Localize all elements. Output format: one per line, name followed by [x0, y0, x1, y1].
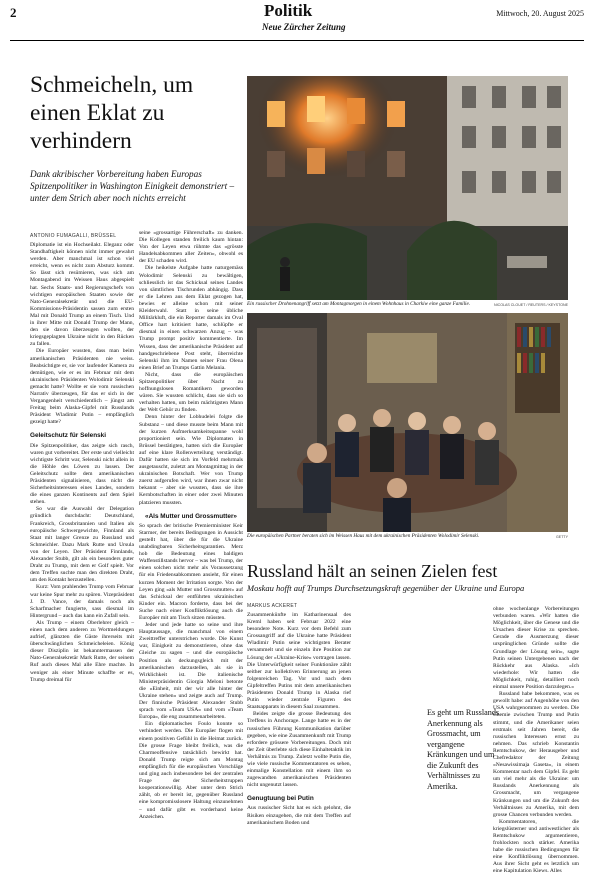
photo-white-house-meeting-image	[247, 313, 568, 532]
issue-date: Mittwoch, 20. August 2025	[496, 9, 584, 18]
paragraph: Beides zeigte die grosse Bedeutung des Treffens in Anchorage. Lange hatte es in der russischen Führung Kommunikation darüber gegeben, wie eine Zusammenkunft mit Trump erfordere grössere Vorbereitungen. Doch mit der Zeit überlebte sich diese Einhaltetaktik im Verhältnis zu Trump. Zuletzt wollte Putin die, wie viele russische Kommentatoren es sehen, einmalige Konstellation mit einem ihm so zugewandten amerikanischen Präsidenten nicht ungenutzt lassen.	[247, 711, 351, 789]
photo-caption: Ein russischer Drohnenangriff setzt am Montagmorgen in einem Wohnhaus in Charkiw eine ganze Familie.	[247, 301, 471, 307]
paragraph: seine «grossartige Führerschaft» zu danken. Die Kollegen standen freilich kaum hintan: Von der Leyen etwa rühmte das «grösste Handelsabkommen aller Zeiten», obwohl es der EU schaden wird.	[139, 230, 243, 265]
header-rule	[10, 40, 584, 41]
section-title: Politik	[264, 1, 313, 20]
subheading: Genugtuung bei Putin	[247, 795, 314, 803]
paragraph: Aus russischer Sicht hat es sich gelohnt, die Risiken einzugehen, die mit dem Treffen auf amerikanischem Boden und	[247, 805, 351, 826]
paragraph: Russland habe bekommen, was es gewollt habe: auf Augenhöhe von den USA wahrgenommen zu werden. Die Chemie zwischen Trump und Putin stimmt, und die Amerikaner seien erstmals seit Jahren bereit, die russischen Interessen ernst zu nehmen. Das schrieb Konstantin Remtschukow, der Herausgeber und Chefredaktor der Zeitung «Nesawissimaja Gaseta», in einem Kommentar nach dem Gipfel. Es geht um viel mehr als die Ukraine: um Russlands Anerkennung als Grossmacht, um vergangene Kränkungen und um die Zukunft des Verhältnisses zu Amerika, mit dem grosse Chancen verbunden werden.	[493, 691, 579, 818]
paragraph: Nicht, dass die europäischen Spitzenpolitiker über Nacht zu hoffnungslosen Romantikern geworden wären. Sie wussten schlicht, dass sie sich so verhalten hatten, um beim mächtigsten Mann der Welt Gehör zu finden.	[139, 371, 243, 414]
photo-burning-building-image	[247, 76, 568, 300]
article-subheadline: Dank akribischer Vorbereitung haben Europas Spitzenpolitiker in Washington Einigkeit demonstriert – unter dem Strich aber noch nichts erreicht	[30, 169, 235, 203]
paragraph: Jeder und jede hatte so seine und ihre Hauptaussage, die manchmal von einem Zweittreffer unterstrichen wurde. Die Kunst war, Einigkeit zu demonstrieren, ohne das Gleiche zu sagen – und die europäische Position als deckungsgleich mit der amerikanischen darzustellen, als sie in Wirklichkeit ist. Die italienische Ministerpräsidentin Giorgia Meloni betonte die «Einheit, mit der wir alle hinter der Ukraine stehen» und zeigte auch auf Trump. Der finnische Präsident Alexander Stubb sprach vom «Team USA» und vom «Team Europa», die eng zusammenarbeiteten.	[139, 622, 243, 721]
subheading: Geleitschutz für Selenski	[30, 432, 107, 440]
masthead: Neue Zürcher Zeitung	[262, 22, 346, 32]
page-number: 2	[10, 5, 17, 20]
article-byline: MARKUS ACKERET	[247, 603, 298, 609]
article-headline: Russland hält an seinen Zielen fest	[247, 561, 498, 581]
photo-credit: NICOLAS CLOUET / REUTERS / KEYSTONE	[494, 303, 568, 307]
paragraph: Die Spitzenpolitiker, das zeigte sich rasch, waren gut vorbereitet. Der erste und vielleicht wichtigste Schritt war, Selenski nicht allein in die Höhle des Löwen zu lassen. Der Geleitschutz sollte dem amerikanischen Präsidenten signalisieren, dass nicht die Sicherheitsinteressen eines Landes, sondern die eines ganzen Kontinents auf dem Spiel stehen.	[30, 442, 134, 506]
photo-caption: Die europäischen Partner beraten sich im Weissen Haus mit dem ukrainischen Präsidenten Wolodimir Selenski.	[247, 533, 480, 539]
paragraph: Die Europäer wussten, dass man beim amerikanischen Präsidenten nie weiss. Beabsichtigte er, sie vor laufender Kamera zu demütigen, wie er es im Februar mit dem ukrainischen Präsidenten Wolodimir Selenski gemacht hatte? Wollte er sie vom russischen Narrativ überzeugen, für das er sich in der Vergangenheit verschiedentlich – jüngst am Freitag beim Alaska-Gipfel mit Russlands Präsident Wladimir Putin – empfänglich gezeigt hatte?	[30, 348, 134, 426]
photo-white-house-meeting	[247, 313, 568, 532]
article-column-1	[30, 242, 134, 868]
article-headline: Schmeicheln, um einen Eklat zu verhindern	[30, 72, 194, 154]
subheading: «Als Mutter und Grossmutter»	[145, 512, 237, 520]
paragraph: So war die Auswahl der Delegation gründlich durchdacht: Deutschland, Frankreich, Grossbritannien und Italien als europäische Schwergewichte, Finnland als Staat mit langer Grenze zu Russland und Schmeichler. Dazu Mark Rutte und Ursula von der Leyen. Der Präsident Finnlands, Alexander Stubb, gilt als ein besonders guter Draht zu Trump, mit dem er Golf spielt. Vor dem Treffen suchte man den direkten Draht, um den Kontakt herzustellen.	[30, 506, 134, 584]
paragraph: So sprach der britische Premierminister Keir Starmer, der bereits Bedingungen in Aussicht gestellt hat, über die für die Ukraine unabdingbaren Sicherheitsgarantien. Merz hob die Bedeutung eines baldigen Waffenstillstands hervor – was bei Trump, der einen solchen nicht mehr als Voraussetzung für ein Friedensabkommen ansieht, für einen kurzen Moment der Irritation sorgte. Von der Leyen ging «als Mutter und Grossmutter» auf das Schicksal der entführten ukrainischen Kinder ein. Macron forderte, dass bei der Suche nach einer Konfliktlösung auch die Europäer mit am Tisch sitzen müssten.	[139, 522, 243, 621]
paragraph: Als Trump – einem Oberlehrer gleich – einen nach dem anderen zu Wortmeldungen aufrief, glänzten die Gäste ihrerseits mit überschwänglichen Schmeicheleien. König dieser Disziplin ist bekanntermassen der Nato-Generalsekretär Mark Rutte, der seinem Ruf auch dieses Mal alle Ehre machte. In weniger als einer Minute schaffte er es, Trump dreimal für	[30, 619, 134, 683]
article-subheadline: Moskau hofft auf Trumps Durchsetzungskraft gegenüber der Ukraine und Europa	[247, 583, 525, 593]
paragraph: Kommentatoren, die kriegslüsterner und antiwestlicher als Remtschukow argumentieren, frohlockten noch stärker. Amerika habe die russischen Bedingungen für eine Konfliktlösung übernommen. Aus ihrer Sicht geht es letztlich um eine Kapitulation Kiews. Alles	[493, 818, 579, 875]
paragraph: Ein diplomatisches Foulo konnte so verhindert werden. Die Europäer flogen mit einem positiven Gefühl in die Heimat zurück. Die grosse Frage bleibt freilich, was die Charmeoffensive tatsächlich bewirkt hat. Donald Trump reigte sich am Montag empfänglich für die europäischen Vorschläge und ging auch insbesondere bei der zentralen Frage der Sicherheitstruppen kooperationswillig. Aber unter dem Strich zählt, ob er bereit ist, gegenüber Russland eine kompromisslosere Haltung einzunehmen – und dafür gibt es vorderhand keine Anzeichen.	[139, 721, 243, 820]
photo-burning-building	[247, 76, 568, 300]
paragraph: Zusammenkünfte im Katharinensaal des Kreml haben seit Februar 2022 eine besondere Note. Kurz vor dem Befehl zum Grossangriff auf die Ukraine hatte Präsident Wladimir Putin seine wichtigsten Berater versammelt und sie einzeln ihre Position zur Lösung der «Ukraine-Krise» vortragen lassen. Die Unterwürfigkeit seiner Funktionäre zählt seither zur kollektiven Erinnerung an jenen folgenreichen Tag. Vor und nach dem Gipfeltreffen Putins mit dem amerikanischen Präsidenten Donald Trump in Alaska rief Putin wieder zentrale Figuren des Staatsapparats in diesem Saal zusammen.	[247, 612, 351, 711]
article-column-1	[247, 612, 351, 868]
paragraph: ohne wochenlange Vorbereitungen verbunden waren. «Wir hatten die Möglichkeit, über die Genese und die Ursachen dieser Krise zu sprechen. Gerade die Ausmerzung dieser ursprünglichen Gründe sollte die Grundlage der Lösung sein», sagte Putin seinen Untergebenen nach der Rückkehr aus Alaska. «Ich wiederhole: Wir hatten die Möglichkeit, ruhig, detailliert noch einmal unsere Position darzulegen.»	[493, 606, 579, 691]
article-column-2	[139, 230, 243, 868]
article-byline: ANTONIO FUMAGALLI, BRÜSSEL	[30, 233, 117, 239]
paragraph: Die heikelste Aufgabe hatte naturgemäss Wolodimir Selenski zu bewältigen, schliesslich ist das Schicksal seines Landes von sämtlichen Tischrunden abhängig. Dass er die Lehren aus dem Eklat gezogen hat, bewies er alleine schon mit seiner Kleiderwahl. Statt in seine übliche Militärkluft, die ein Reporter damals im Oval Office hart kritisiert hatte, schlüpfte er diesmal in einen schwarzen Anzug – was Trump prompt positiv kommentierte. Im Wissen, dass der amerikanische Präsident auf handgeschriebene Post steht, überreichte Selenski ihm im Namen seiner Frau Olena einen Brief an Trumps Gattin Melania.	[139, 265, 243, 371]
paragraph: Diplomatie ist ein Hochseilakt. Eleganz oder Standhaftigkeit können nicht immer gewahrt werden. Aber manchmal ist schon viel erreicht, wenn es nicht zum Absturz kommt. So lässt sich resümieren, was sich am Montagabend im Weissen Haus abgespielt hat. Sechs Staats- und Regierungschefs von wichtigen europäischen Staaten sowie der Nato-Generalsekretär und die EU-Kommissions-Präsidentin sassen zum ersten Mal mit Donald Trump an einem Tisch. Und in ihrer Mitte mit Donald Trump der Mann, den sie davon überzeugen wollten, der kriegsgeplagten Ukraine nicht in den Rücken zu fallen.	[30, 242, 134, 348]
paragraph: Denn hinter der Lobhudelei folgte die Substanz – und diese musste beim Mann mit der kurzen Aufmerksamkeitsspanne wohl proportioniert sein. Wie Diplomaten in Brüssel bestätigten, hatten sich die Europäer auf eine klare Rollenverteilung verständigt. Dafür hatten sie sich im Vorfeld mehrmals ausgetauscht, zuletzt am Montagmittag in der ukrainischen Botschaft. Wer von Trump zuerst aufgerufen wird, war ihnen zwar nicht bekannt – aber sie wussten, dass sie ihre Kernbotschaften in einer oder zwei Minuten platzieren mussten.	[139, 414, 243, 506]
photo-credit: GETTY	[556, 535, 568, 539]
pull-quote: Es geht um Russlands Anerkennung als Grossmacht, um vergangene Kränkungen und um die Zukunft des Verhältnisses zu Amerika.	[427, 708, 500, 791]
paragraph: Kurz: Vom prahlenden Trump vom Februar war keine Spur mehr zu spüren. Vizepräsident J. D. Vance, der damals noch als Scharfmacher fungierte, sass diesmal im Hintergrund – auch das kann ein Zufall sein.	[30, 584, 134, 619]
article-column-3	[493, 606, 579, 875]
